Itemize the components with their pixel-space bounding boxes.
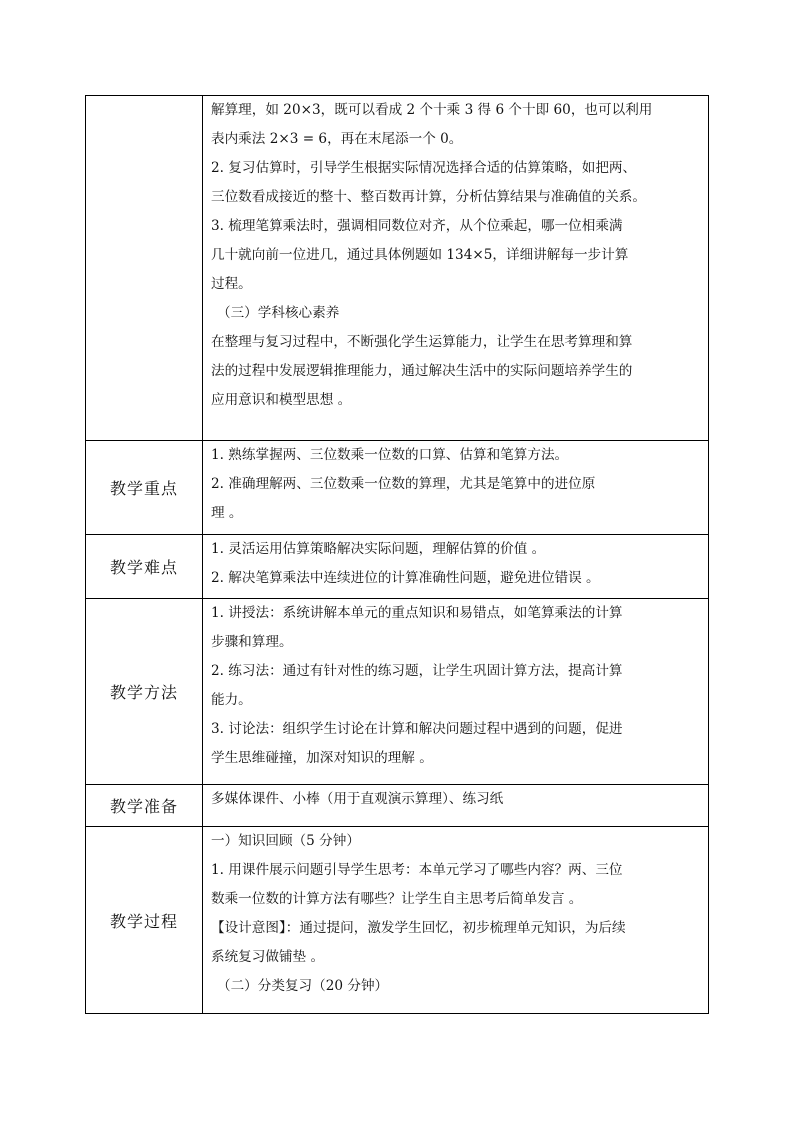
row-content-methods [203, 599, 709, 785]
text-line: 系统复习做铺垫 。 [211, 949, 325, 965]
row-label-process: 教学过程 [86, 827, 203, 1014]
text-line: 理 。 [211, 505, 243, 521]
text-line: 1. 讲授法：系统讲解本单元的重点知识和易错点，如笔算乘法的计算 [211, 605, 623, 621]
text-line: 3. 梳理笔算乘法时，强调相同数位对齐，从个位乘起，哪一位相乘满 [211, 218, 623, 234]
row-label-key-points: 教学重点 [86, 441, 203, 535]
section-heading: （三）学科核心素养 [217, 305, 340, 321]
text-line: 解算理，如 20×3，既可以看成 2 个十乘 3 得 6 个十即 60，也可以利用 [211, 102, 653, 118]
row-label-methods: 教学方法 [86, 599, 203, 785]
table-row-difficulties [86, 535, 709, 599]
text-line: 数乘一位数的计算方法有哪些？让学生自主思考后简单发言 。 [211, 891, 583, 907]
text-line: 多媒体课件、小棒（用于直观演示算理）、练习纸 [211, 791, 504, 807]
text-line: 在整理与复习过程中，不断强化学生运算能力，让学生在思考算理和算 [211, 334, 633, 350]
row-label-difficulties: 教学难点 [86, 535, 203, 599]
table-row-continuation [86, 96, 709, 441]
text-line: 【设计意图】：通过提问，激发学生回忆，初步梳理单元知识，为后续 [211, 920, 626, 936]
row-content-continuation [203, 96, 709, 441]
text-line: 能力。 [211, 692, 252, 708]
text-line: 1. 用课件展示问题引导学生思考：本单元学习了哪些内容？两、三位 [211, 862, 623, 878]
lesson-plan-table [85, 95, 709, 1014]
text-line: 1. 熟练掌握两、三位数乘一位数的口算、估算和笔算方法。 [211, 447, 569, 463]
text-line: 3. 讨论法：组织学生讨论在计算和解决问题过程中遇到的问题，促进 [211, 721, 623, 737]
text-line: 2. 练习法：通过有针对性的练习题，让学生巩固计算方法，提高计算 [211, 663, 623, 679]
text-line: 步骤和算理。 [211, 634, 293, 650]
text-line: 几十就向前一位进几，通过具体例题如 134×5，详细讲解每一步计算 [211, 247, 629, 263]
text-line: 三位数看成接近的整十、整百数再计算，分析估算结果与准确值的关系。 [211, 189, 646, 205]
text-line: 2. 复习估算时，引导学生根据实际情况选择合适的估算策略，如把两、 [211, 160, 637, 176]
text-line: 一）知识回顾（5 分钟） [211, 833, 360, 849]
row-label-preparation: 教学准备 [86, 785, 203, 827]
row-content-process [203, 827, 709, 1014]
text-line: 应用意识和模型思想 。 [211, 392, 352, 408]
row-content-difficulties [203, 535, 709, 599]
text-line: 学生思维碰撞，加深对知识的理解 。 [211, 750, 433, 766]
table-row-process [86, 827, 709, 1014]
row-content-preparation [203, 785, 709, 827]
text-line: 法的过程中发展逻辑推理能力，通过解决生活中的实际问题培养学生的 [211, 363, 633, 379]
row-label-empty [86, 96, 203, 441]
section-heading: （二）分类复习（20 分钟） [217, 978, 389, 994]
text-line: 表内乘法 2×3 = 6，再在末尾添一个 0。 [211, 131, 463, 147]
table-row-preparation [86, 785, 709, 827]
text-line: 1. 灵活运用估算策略解决实际问题，理解估算的价值 。 [211, 541, 546, 557]
text-line: 2. 解决笔算乘法中连续进位的计算准确性问题，避免进位错误 。 [211, 570, 600, 586]
table-row-methods [86, 599, 709, 785]
text-line: 过程。 [211, 276, 252, 292]
table-row-key-points [86, 441, 709, 535]
row-content-key-points [203, 441, 709, 535]
text-line: 2. 准确理解两、三位数乘一位数的算理，尤其是笔算中的进位原 [211, 476, 596, 492]
